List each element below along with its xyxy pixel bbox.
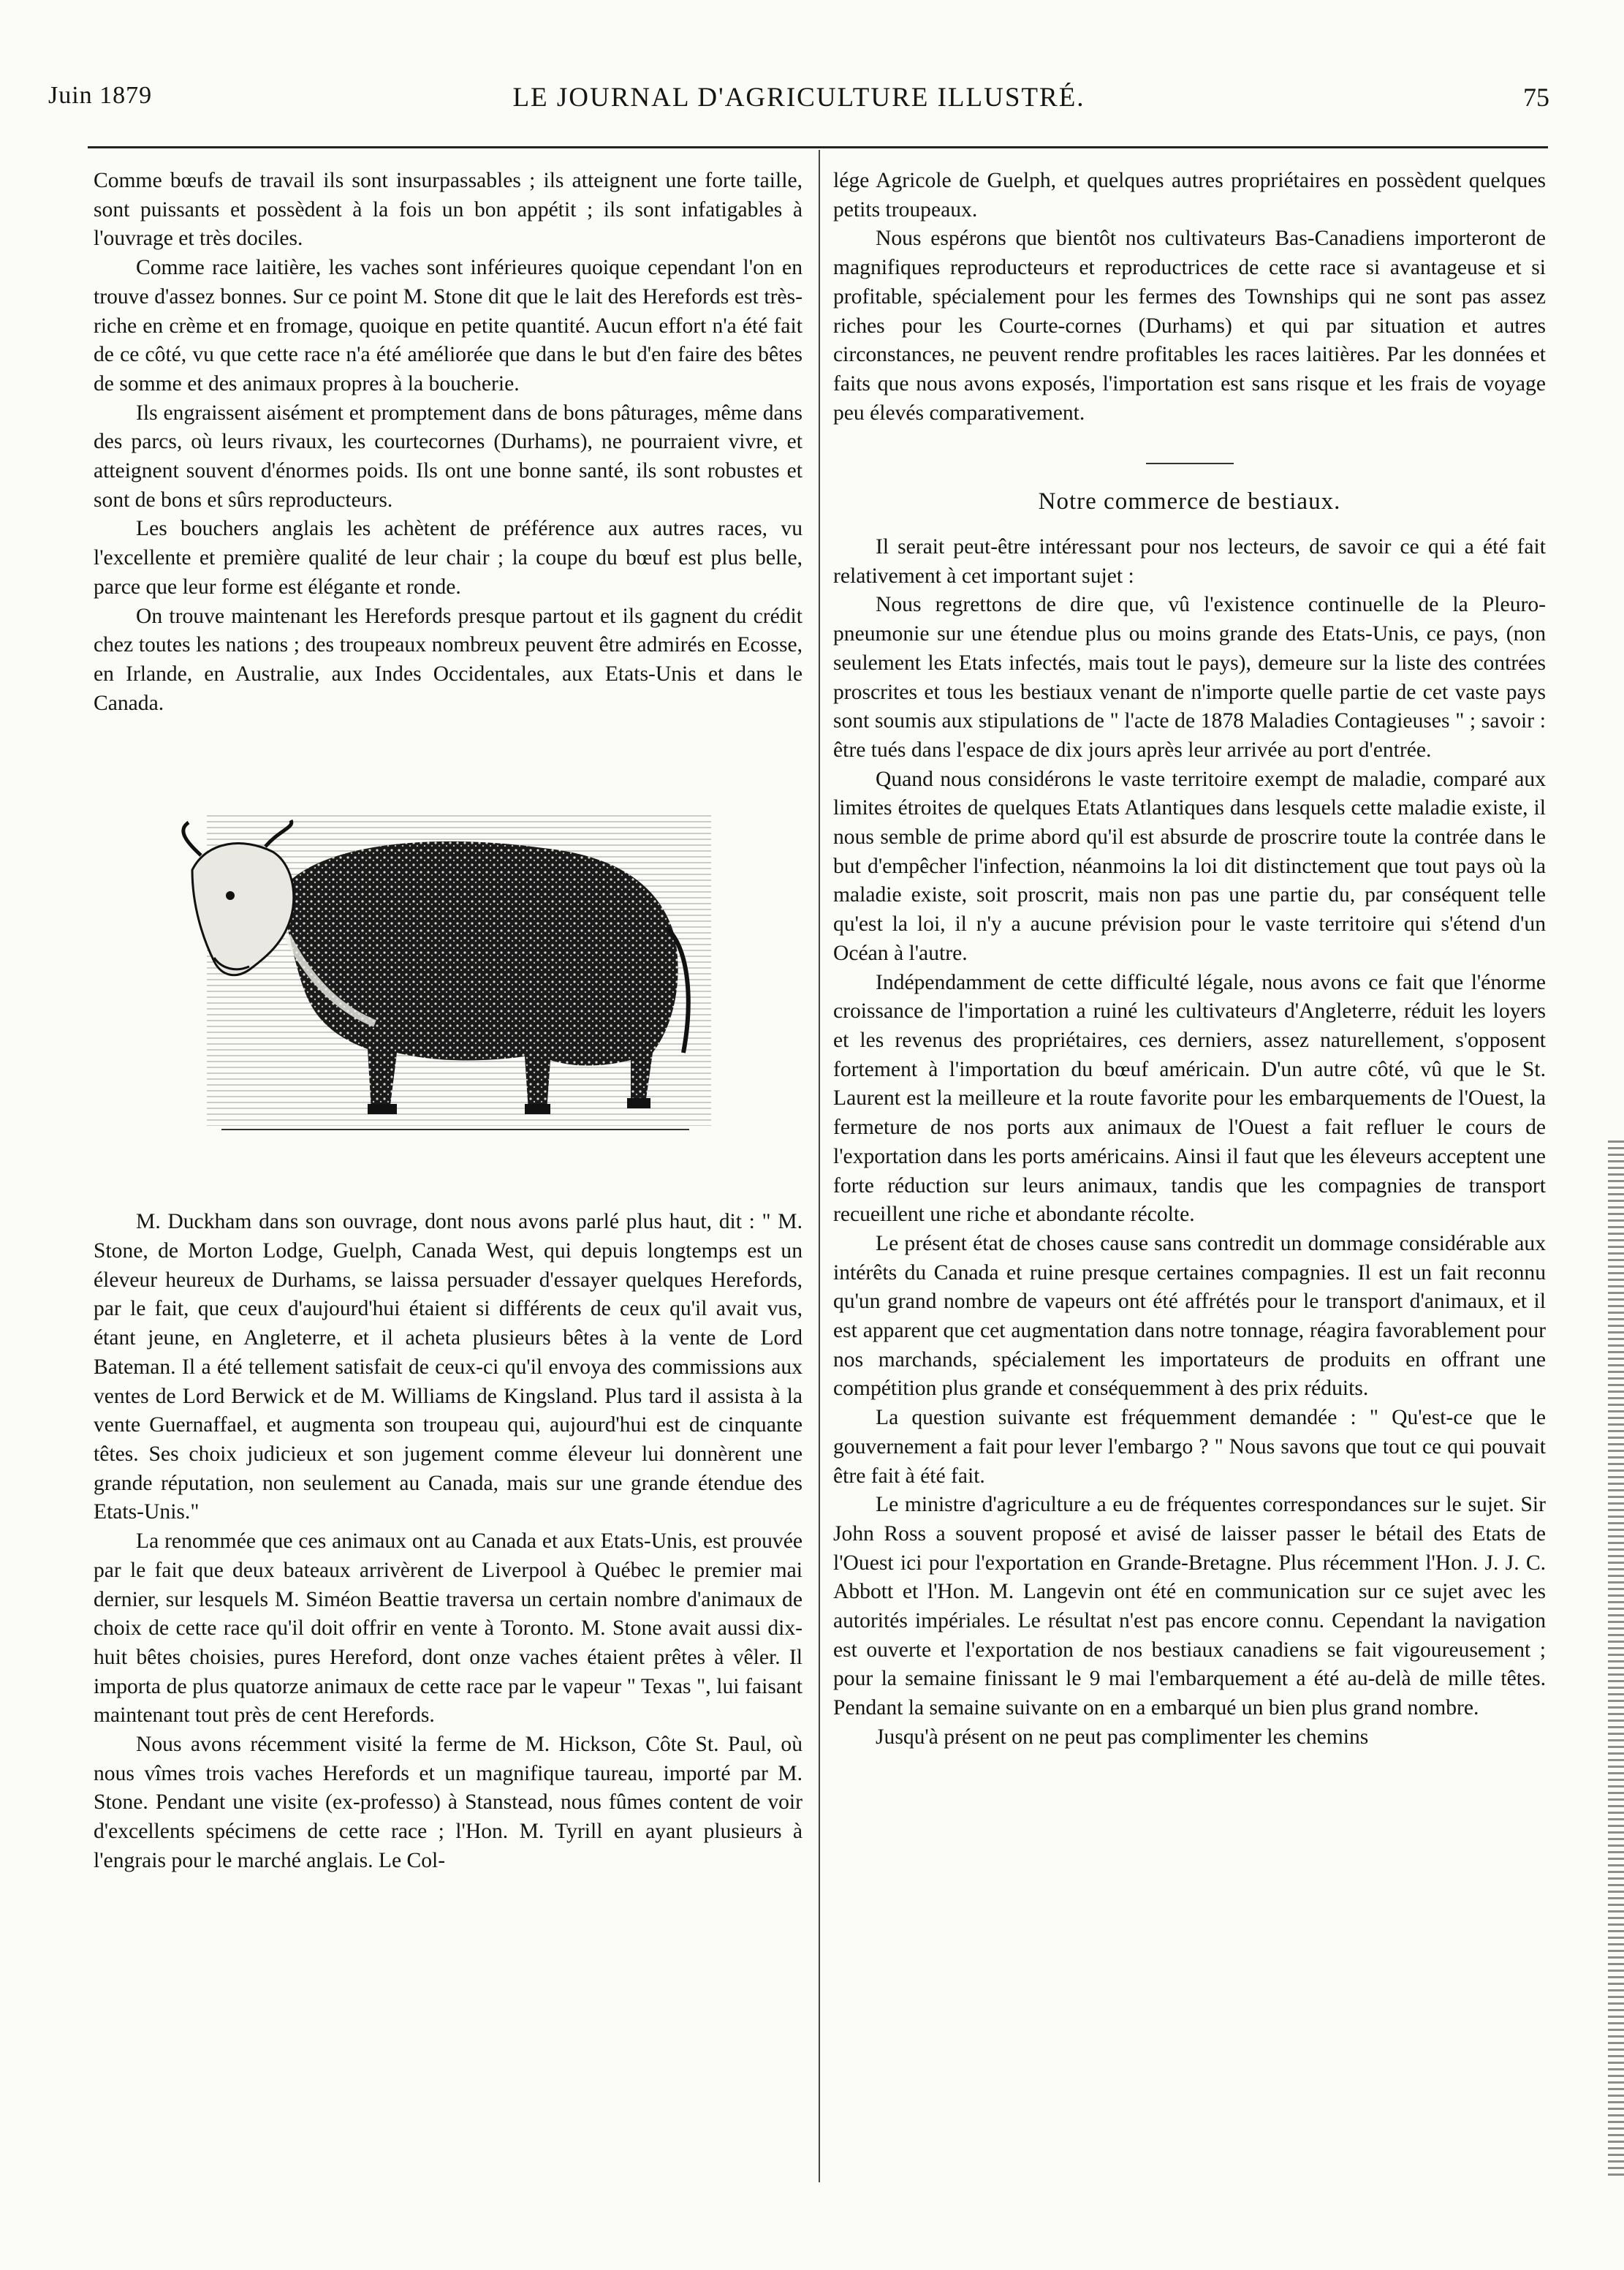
paragraph: Nous espérons que bientôt nos cultivateurs Bas-Canadiens importeront de magnifiques reproducteurs et reproductrices de cette race si avantageuse et si profitable, spécialement pour les fermes des Townships qui ne sont pas assez riches pour les Courte-cornes (Durhams) et qui par situation et autres circonstances, ne peuvent rendre profitables les races laitières. Par les données et faits que nous avons exposés, l'importation est sans risque et les frais de voyage peu élevés comparativement. [833,227,1546,425]
paragraph: Nous avons récemment visité la ferme de M. Hickson, Côte St. Paul, où nous vîmes trois vaches Herefords et un magnifique taureau, importé par M. Stone. Pendant une visite (ex-professo) à Stanstead, nous fûmes content de voir d'excellents spécimens de cette race ; l'Hon. M. Tyrill en ayant plusieurs à l'engrais pour le marché anglais. Le Col- [94,1733,802,1872]
paragraph: Le présent état de choses cause sans contredit un dommage considérable aux intérêts du Canada et ruine presque certaines compagnies. Il est un fait reconnu qu'un grand nombre de vapeurs ont été affrétés pour le transport d'animaux, et il est apparent que cet augmentation dans notre tonnage, réagira favorablement pour nos marchands, spécialement les importateurs de produits en offrant une compétition plus grande et conséquemment à des prix réduits. [833,1231,1546,1401]
paragraph: lége Agricole de Guelph, et quelques autres propriétaires en possèdent quelques petits troupeaux. [833,169,1546,222]
paragraph: Les bouchers anglais les achètent de préférence aux autres races, vu l'excellente et première qualité de leur chair ; la coupe du bœuf est plus belle, parce que leur forme est élégante et ronde. [94,517,802,599]
paragraph: La renommée que ces animaux ont au Canada et aux Etats-Unis, est prouvée par le fait que deux bateaux arrivèrent de Liverpool à Québec le premier mai dernier, sur lesquels M. Siméon Beattie traversa un certain nombre d'animaux de choix de cette race qu'il doit offrir en vente à Toronto. M. Stone avait aussi dix-huit bêtes choisies, pures Hereford, dont onze vaches étaient prêtes à vêler. Il importa de plus quatorze animaux de cette race par le vapeur " Texas ", lui faisant maintenant tout près de cent Herefords. [94,1529,802,1728]
section-separator [1146,463,1234,464]
paragraph: Comme race laitière, les vaches sont inférieures quoique cependant l'on en trouve d'assez bonnes. Sur ce point M. Stone dit que le lait des Herefords est très-riche en crème et en fromage, quoique en petite quantité. Aucun effort n'a été fait de ce côté, vu que cette race n'a été améliorée que dans le but d'en faire des bêtes de somme et des animaux propres à la boucherie. [94,256,802,396]
right-column [833,167,1546,1752]
right-text-top [833,167,1546,428]
paragraph: Comme bœufs de travail ils sont insurpassables ; ils atteignent une forte taille, sont puissants et possèdent à la fois un bon appétit ; ils sont infatigables à l'ouvrage et très dociles. [94,169,802,251]
section-title: Notre commerce de bestiaux. [1038,488,1341,515]
left-text-after-figure [94,1208,802,1875]
paragraph: Quand nous considérons le vaste territoire exempt de maladie, comparé aux limites étroites de quelques Etats Atlantiques dans lesquels cette maladie existe, il nous semble de prime abord qu'il est absurde de proscrire toute la contrée dans le but d'empêcher l'infection, néanmoins la loi dit distinctement que tout pays où la maladie existe, soit proscrit, mais non pas une partie du, par conséquent telle qu'est la loi, il n'y a aucune prévision pour le vaste territoire qui s'étend d'un Océan à l'autre. [833,767,1546,965]
paragraph: La question suivante est fréquemment demandée : " Qu'est-ce que le gouvernement a fait pour lever l'embargo ? " Nous savons que tout ce qui pouvait être fait à été fait. [833,1406,1546,1488]
page-number: 75 [1523,83,1549,112]
paragraph: M. Duckham dans son ouvrage, dont nous avons parlé plus haut, dit : " M. Stone, de Morton Lodge, Guelph, Canada West, qui depuis longtemps est un éleveur heureux de Durhams, se laissa persuader d'essayer quelques Herefords, par le fait, que ceux d'aujourd'hui étaient si différents de ceux qu'il avait vus, étant jeune, en Angleterre, et il acheta plusieurs bêtes à la vente de Lord Bateman. Il a été tellement satisfait de ceux-ci qu'il envoya des commissions aux ventes de Lord Berwick et de M. Williams de Kingsland. Plus tard il assista à la vente Guernaffael, et augmenta son troupeau qui, aujourd'hui est de cinquante têtes. Ses choix judicieux et son jugement comme éleveur lui donnèrent une grande réputation, non seulement au Canada, mais sur une grande étendue des Etats-Unis." [94,1210,802,1524]
hereford-cattle-illustration [163,760,733,1170]
paragraph: Indépendamment de cette difficulté légale, nous avons ce fait que l'énorme croissance de l'importation a ruiné les cultivateurs d'Angleterre, réduit les loyers et les revenus des propriétaires, ces derniers, assez naturellement, s'opposent fortement à l'importation du bœuf américain. D'un autre côté, vû que le St. Laurent est la meilleure et la route favorite pour les embarquements de l'Ouest, la fermeture de nos ports aux animaux de l'Ouest a fait refluer le cours de l'exportation dans les ports américains. Ainsi il faut que les éleveurs acceptent une forte réduction sur leurs animaux, tandis que les compagnies de transport recueillent une riche et abondante récolte. [833,970,1546,1227]
paragraph: Ils engraissent aisément et promptement dans de bons pâturages, même dans des parcs, où leurs rivaux, les courtecornes (Durhams), ne pourraient vivre, et atteignent souvent d'énormes poids. Ils ont une bonne santé, ils sont robustes et sont de bons et sûrs reproducteurs. [94,401,802,512]
page-header [48,82,1549,126]
paragraph: On trouve maintenant les Herefords presque partout et ils gagnent du crédit chez toutes les nations ; des troupeaux nombreux peuvent être admirés en Ecosse, en Irlande, en Australie, aux Indes Occidentales, aux Etats-Unis et dans le Canada. [94,604,802,715]
header-rule [88,146,1548,148]
paragraph: Nous regrettons de dire que, vû l'existence continuelle de la Pleuro-pneumonie sur une étendue plus ou moins grande des Etats-Unis, ce pays, (non seulement les Etats infectés, mais tout le pays), demeure sur la liste des contrées proscrites et tous les bestiaux venant de n'importe quelle partie de cet vaste pays sont soumis aux stipulations de " l'acte de 1878 Maladies Contagieuses " ; savoir : être tués dans l'espace de dix jours après leur arrivée au port d'entrée. [833,593,1546,762]
left-column [94,167,802,1876]
right-text-section [833,533,1546,1752]
paragraph: Il serait peut-être intéressant pour nos lecteurs, de savoir ce qui a été fait relativement à cet important sujet : [833,535,1546,588]
paragraph: Jusqu'à présent on ne peut pas complimenter les chemins [876,1725,1369,1749]
journal-title: LE JOURNAL D'AGRICULTURE ILLUSTRÉ. [512,83,1085,113]
column-divider [819,150,820,2182]
issue-date: Juin 1879 [48,82,153,109]
scan-edge-artifact [1608,1140,1624,2179]
paragraph: Le ministre d'agriculture a eu de fréquentes correspondances sur le sujet. Sir John Ross a souvent proposé et avisé de laisser passer le bétail des Etats de l'Ouest ici pour l'exportation en Grande-Bretagne. Plus récemment l'Hon. J. J. C. Abbott et l'Hon. M. Langevin ont été en communication sur ce sujet avec les autorités impériales. Le résultat n'est pas encore connu. Cependant la navigation est ouverte et l'exportation de nos bestiaux canadiens se fait vigoureusement ; pour la semaine finissant le 9 mai l'embarquement a été au-delà de mille têtes. Pendant la semaine suivante on en a embarqué un bien plus grand nombre. [833,1493,1546,1720]
left-text-before-figure [94,167,802,718]
